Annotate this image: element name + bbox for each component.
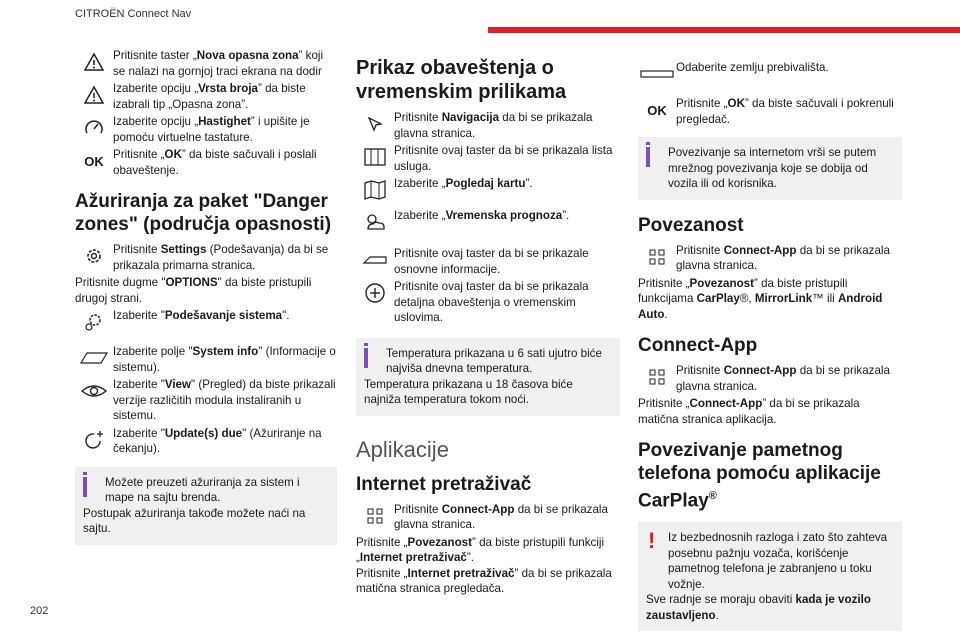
info-note bbox=[638, 137, 902, 200]
step-text: Izaberite "Podešavanje sistema". bbox=[113, 309, 290, 322]
browser-text: Pritisnite „Internet pretraživač” da bi se prikazala matična stranica pregledača. bbox=[356, 566, 612, 595]
note-text: Povezivanje sa internetom vrši se putem mrežnog povezivanja koje se dobija od vozila ili od korisnika. bbox=[668, 146, 877, 190]
navigation-icon bbox=[356, 110, 394, 138]
apps-grid-icon bbox=[356, 502, 394, 530]
note-text: Sve radnje se moraju obaviti kada je vozilo zaustavljeno. bbox=[646, 593, 871, 622]
step-type bbox=[75, 81, 337, 112]
step-text: Pritisnite Settings (Podešavanja) da bi se prikazala primarna stranica. bbox=[113, 243, 329, 272]
column-3 bbox=[638, 60, 902, 641]
info-icon bbox=[364, 343, 368, 346]
info-bar bbox=[83, 477, 87, 497]
step-text: Pritisnite taster „Nova opasna zona” koji se nalazi na gornjoj traci ekrana na dodir bbox=[113, 49, 324, 78]
step-text: Pritisnite Connect-App da bi se prikazala glavna stranica. bbox=[676, 243, 890, 272]
eye-icon bbox=[75, 377, 113, 405]
running-header: CITROËN Connect Nav bbox=[75, 8, 192, 20]
warning-mark-icon: ! bbox=[648, 528, 656, 554]
step-ok bbox=[638, 96, 902, 127]
step-browser-1 bbox=[356, 502, 620, 533]
info-note bbox=[356, 338, 620, 416]
section-heading: Povezanost bbox=[638, 214, 744, 236]
capp-text: Pritisnite „Connect-App” da bi se prikazala matična stranica aplikacija. bbox=[638, 397, 860, 426]
step-system bbox=[75, 308, 337, 336]
info-bar bbox=[364, 348, 368, 368]
step-sysinfo bbox=[75, 344, 337, 375]
browser-text: Pritisnite „Povezanost” da biste pristupili funkciji „Internet pretraživač”. bbox=[356, 535, 605, 564]
step-map bbox=[356, 176, 620, 204]
step-text: Odaberite zemlju prebivališta. bbox=[676, 61, 829, 74]
info-bar bbox=[646, 147, 650, 167]
section-heading: Prikaz obaveštenja o vremenskim prilikama bbox=[356, 57, 567, 103]
step-text: Pritisnite „OK” da biste sačuvali i poslali obaveštenje. bbox=[113, 148, 317, 177]
step-text: Pritisnite ovaj taster da bi se prikazale osnovne informacije. bbox=[394, 247, 589, 276]
step-text: Pritisnite Navigacija da bi se prikazala glavna stranica. bbox=[394, 111, 593, 140]
step-list bbox=[356, 143, 620, 174]
step-weather bbox=[356, 208, 620, 236]
step-text: Pritisnite ovaj taster da bi se prikazala detaljna obaveštenja o vremenskim uslovima. bbox=[394, 280, 589, 324]
options-text: Pritisnite dugme "OPTIONS" da biste pristupili drugoj strani. bbox=[75, 276, 312, 305]
step-text: Izaberite opciju „Hastighet” i upišite je pomoću virtuelne tastature. bbox=[113, 115, 310, 144]
chapter-heading: Aplikacije bbox=[356, 436, 449, 462]
apps-grid-icon bbox=[638, 363, 676, 391]
section-heading: Connect-App bbox=[638, 335, 758, 356]
header-accent-bar bbox=[488, 27, 960, 33]
section-heading: Ažuriranja za paket "Danger zones" (područja opasnosti) bbox=[75, 191, 332, 235]
column-1 bbox=[75, 48, 337, 555]
step-detail bbox=[356, 279, 620, 326]
step-text: Pritisnite Connect-App da bi se prikazala glavna stranica. bbox=[394, 502, 608, 531]
step-text: Pritisnite Connect-App da bi se prikazala glavna stranica. bbox=[676, 364, 890, 393]
note-text: Temperatura prikazana u 6 sati ujutro biće najviša dnevna temperatura. bbox=[386, 346, 602, 375]
warning-note bbox=[638, 522, 902, 631]
gear-icon bbox=[75, 242, 113, 270]
column-2 bbox=[356, 56, 620, 597]
info-note bbox=[75, 467, 337, 545]
country-field-icon bbox=[638, 60, 676, 88]
step-country bbox=[638, 60, 902, 88]
note-text: Temperatura prikazana u 18 časova biće najniža temperatura tokom noći. bbox=[364, 377, 573, 406]
step-conn-1 bbox=[638, 243, 902, 274]
step-text: Pritisnite ovaj taster da bi se prikazala lista usluga. bbox=[394, 144, 613, 173]
step-text: Izaberite polje "System info" (Informacije o sistemu). bbox=[113, 345, 336, 374]
step-text: Izaberite opciju „Vrsta broja” da biste izabrali tip „Opasna zona”. bbox=[113, 82, 306, 111]
gauge-icon bbox=[75, 114, 113, 142]
ok-icon: OK bbox=[647, 102, 667, 118]
weather-icon bbox=[356, 208, 394, 236]
note-text: Postupak ažuriranja takođe možete naći na sajtu. bbox=[83, 506, 306, 535]
info-icon bbox=[646, 142, 650, 145]
step-capp-1 bbox=[638, 363, 902, 394]
note-text: Iz bezbednosnih razloga i zato što zahteva posebnu pažnju vozača, korišćenje pametnog telefona je zabranjeno u toku vožnje. bbox=[668, 531, 888, 591]
info-icon bbox=[83, 472, 87, 475]
warning-icon bbox=[75, 48, 113, 76]
step-new-zone bbox=[75, 48, 337, 79]
services-list-icon bbox=[356, 143, 394, 171]
note-text: Možete preuzeti ažuriranja za sistem i mape na sajtu brenda. bbox=[105, 475, 300, 504]
page-number: 202 bbox=[30, 605, 49, 617]
step-basic bbox=[356, 246, 620, 277]
step-text: Pritisnite „OK” da biste sačuvali i pokrenuli pregledač. bbox=[676, 97, 894, 126]
step-text: Izaberite "Update(s) due" (Ažuriranje na čekanju). bbox=[113, 426, 322, 455]
step-text: Izaberite "View" (Pregled) da biste prikazali verzije različitih modula instaliranih u sistemu. bbox=[113, 378, 336, 422]
plus-circle-icon bbox=[356, 279, 394, 307]
system-settings-icon bbox=[75, 308, 113, 336]
update-icon bbox=[75, 426, 113, 454]
section-heading: Internet pretraživač bbox=[356, 473, 532, 495]
step-view bbox=[75, 377, 337, 424]
step-settings bbox=[75, 242, 337, 273]
step-text: Izaberite „Pogledaj kartu”. bbox=[394, 177, 533, 190]
apps-grid-icon bbox=[638, 243, 676, 271]
ok-icon: OK bbox=[84, 153, 104, 169]
step-text: Izaberite „Vremenska prognoza”. bbox=[394, 209, 570, 222]
basic-info-icon bbox=[356, 246, 394, 274]
conn-text: Pritisnite „Povezanost” da biste pristupili funkcijama CarPlay®, MirrorLink™ ili Android Auto. bbox=[638, 276, 883, 321]
section-heading: Povezivanje pametnog telefona pomoću aplikacije CarPlay® bbox=[638, 440, 881, 512]
map-icon bbox=[356, 176, 394, 204]
step-ok bbox=[75, 147, 337, 178]
info-field-icon bbox=[75, 344, 113, 372]
step-update bbox=[75, 426, 337, 457]
step-nav bbox=[356, 110, 620, 141]
warning-icon bbox=[75, 81, 113, 109]
step-speed bbox=[75, 114, 337, 145]
